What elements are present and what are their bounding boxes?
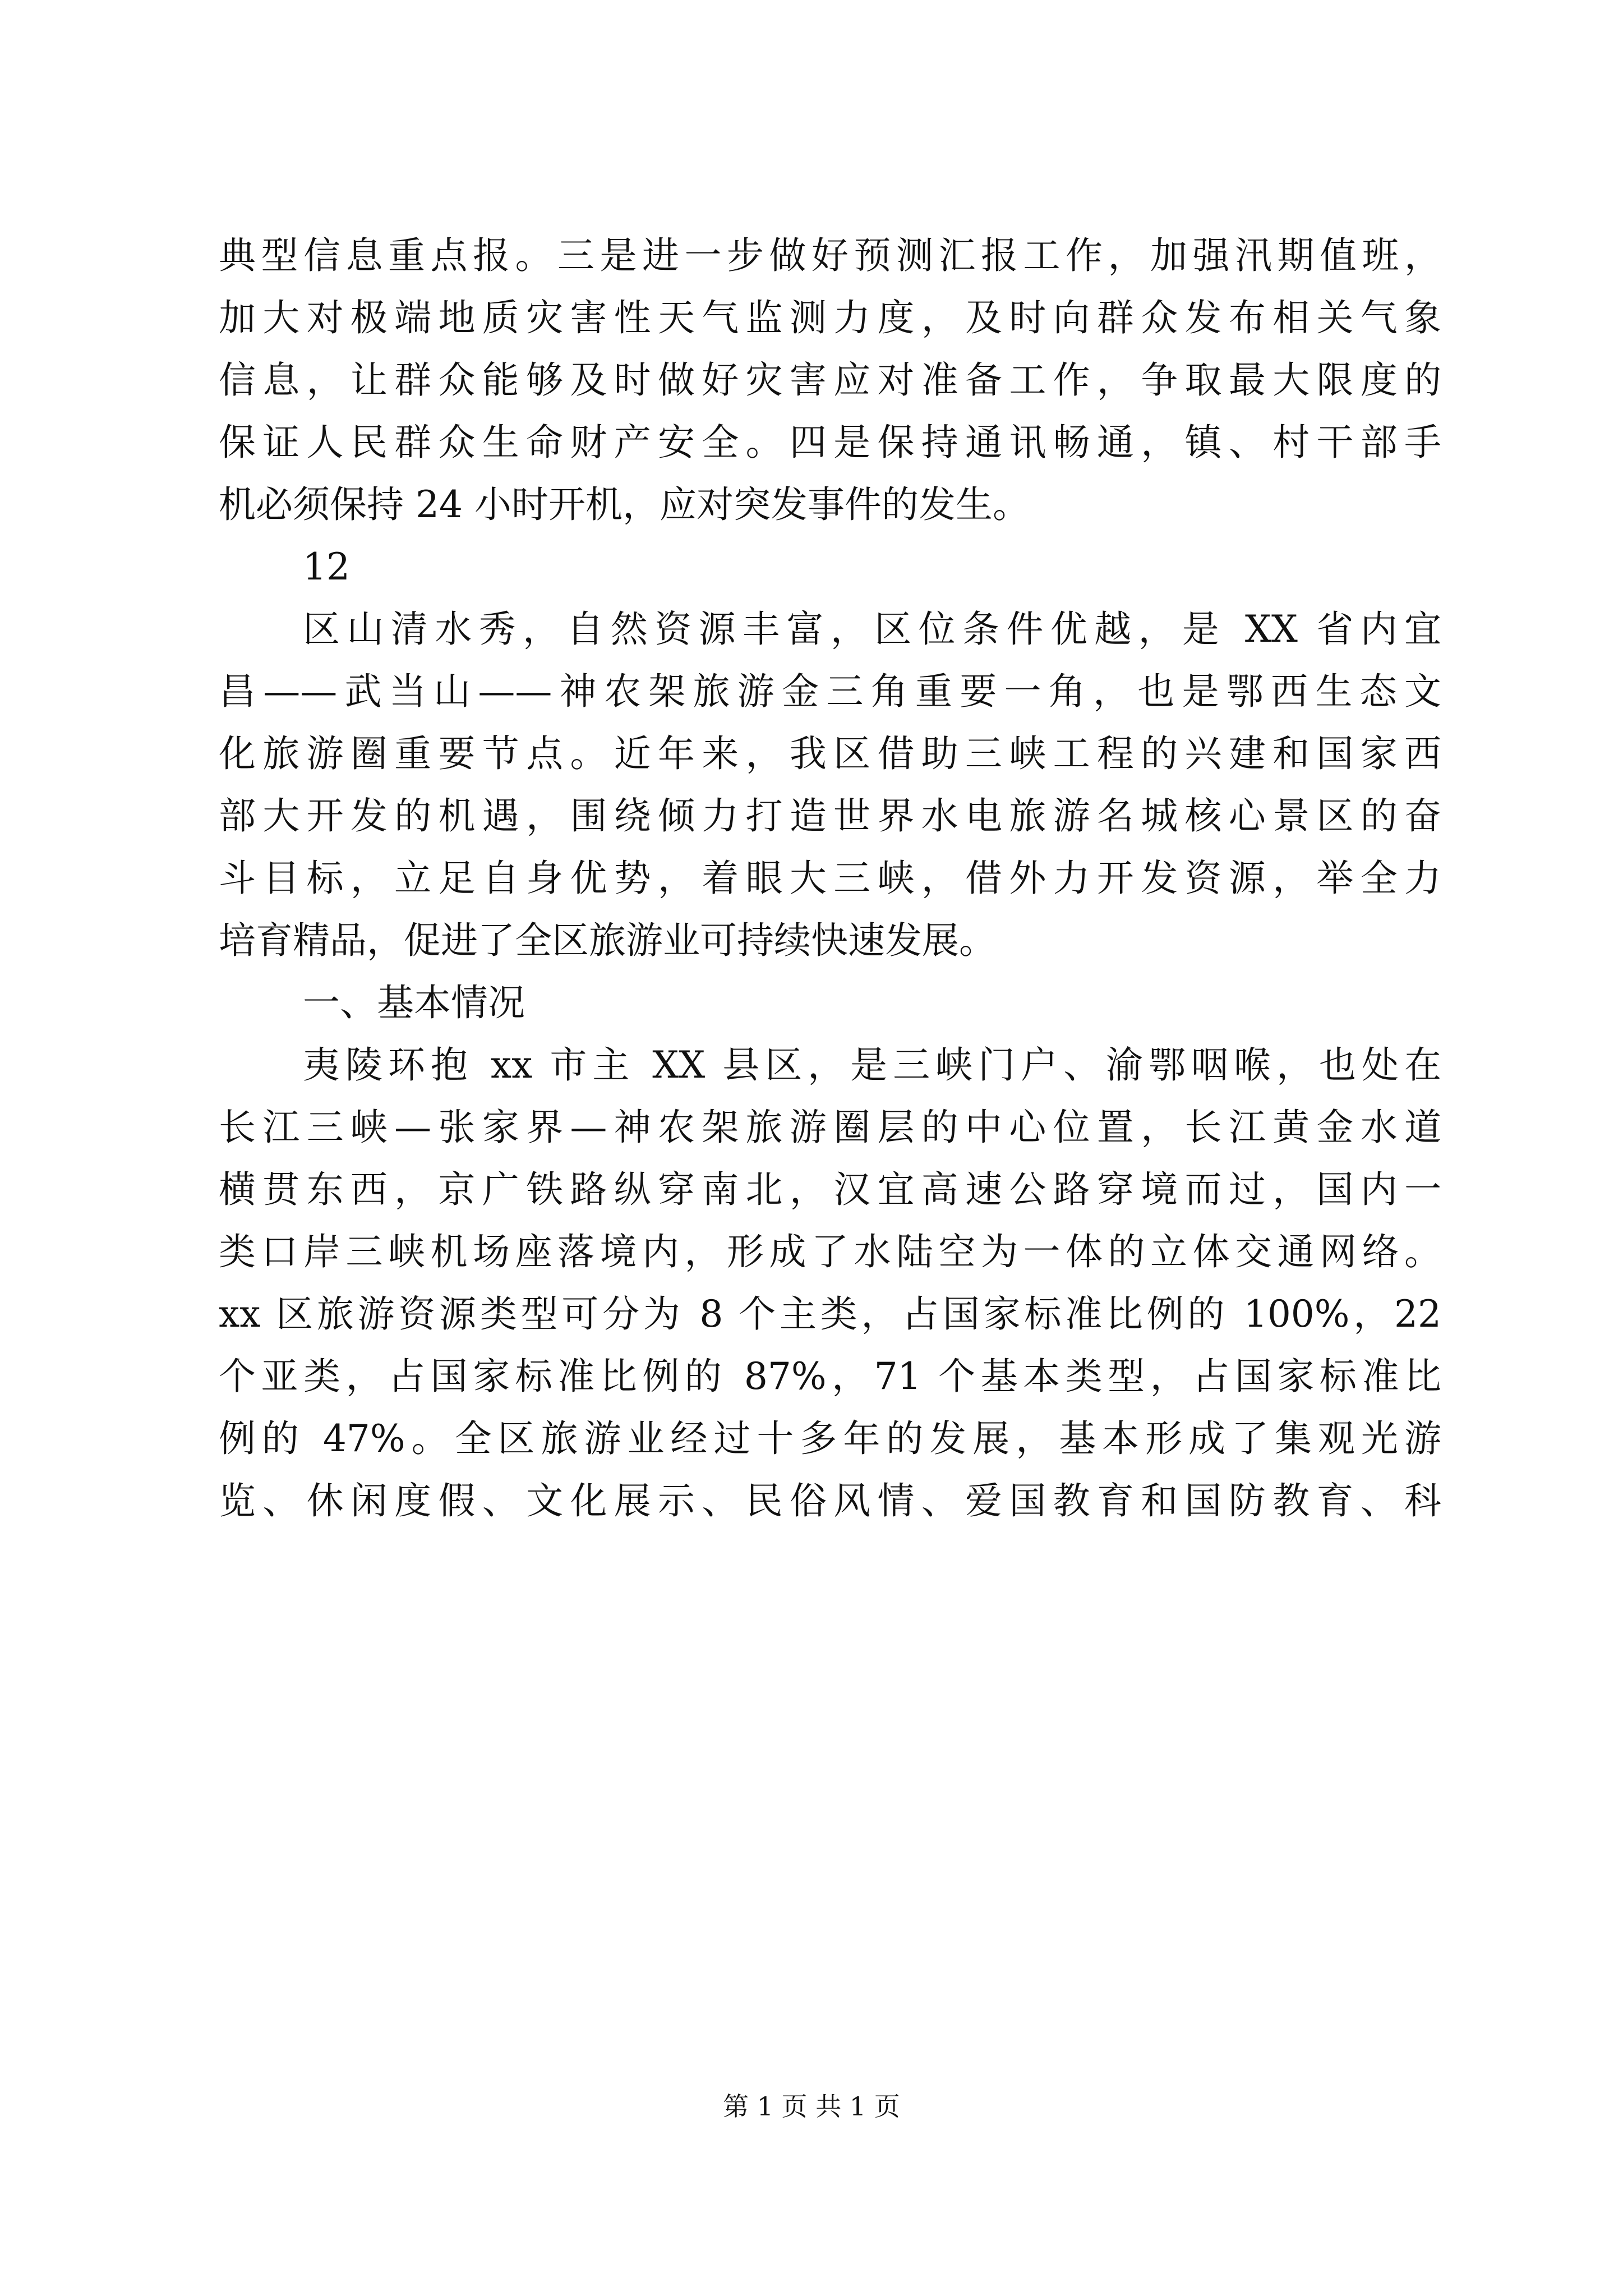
body-line: 斗目标，立足自身优势，着眼大三峡，借外力开发资源，举全力 bbox=[219, 857, 1441, 900]
body-line: 加大对极端地质灾害性天气监测力度，及时向群众发布相关气象 bbox=[219, 296, 1441, 339]
section-heading: 一、基本情况 bbox=[303, 981, 525, 1024]
body-line: 机必须保持 24 小时开机，应对突发事件的发生。 bbox=[219, 483, 1030, 526]
body-line: 横贯东西，京广铁路纵穿南北，汉宜高速公路穿境而过，国内一 bbox=[219, 1168, 1441, 1211]
body-line: 类口岸三峡机场座落境内，形成了水陆空为一体的立体交通网络。 bbox=[219, 1230, 1441, 1273]
body-line: 个亚类，占国家标准比例的 87%，71 个基本类型，占国家标准比 bbox=[219, 1355, 1441, 1398]
body-line: 典型信息重点报。三是进一步做好预测汇报工作，加强汛期值班， bbox=[219, 234, 1441, 277]
body-line: 保证人民群众生命财产安全。四是保持通讯畅通，镇、村干部手 bbox=[219, 421, 1441, 464]
body-line: 览、休闲度假、文化展示、民俗风情、爱国教育和国防教育、科 bbox=[219, 1479, 1441, 1522]
body-line: 培育精品，促进了全区旅游业可持续快速发展。 bbox=[219, 919, 996, 962]
paragraph-first-line: 区山清水秀，自然资源丰富，区位条件优越，是 XX 省内宜 bbox=[303, 608, 1441, 651]
body-line: 例的 47%。全区旅游业经过十多年的发展，基本形成了集观光游 bbox=[219, 1417, 1441, 1460]
document-body bbox=[219, 224, 1441, 1532]
page-footer: 第 1 页 共 1 页 bbox=[723, 2091, 900, 2122]
body-line: 化旅游圈重要节点。近年来，我区借助三峡工程的兴建和国家西 bbox=[219, 732, 1441, 775]
body-line: 部大开发的机遇，围绕倾力打造世界水电旅游名城核心景区的奋 bbox=[219, 794, 1441, 838]
paragraph-first-line: 夷陵环抱 xx 市主 XX 县区，是三峡门户、渝鄂咽喉，也处在 bbox=[303, 1043, 1441, 1087]
body-line: 信息，让群众能够及时做好灾害应对准备工作，争取最大限度的 bbox=[219, 358, 1441, 402]
body-line: xx 区旅游资源类型可分为 8 个主类，占国家标准比例的 100%，22 bbox=[219, 1292, 1441, 1336]
body-line: 昌——武当山——神农架旅游金三角重要一角，也是鄂西生态文 bbox=[219, 670, 1441, 713]
body-line: 长江三峡—张家界—神农架旅游圈层的中心位置，长江黄金水道 bbox=[219, 1106, 1441, 1149]
section-number: 12 bbox=[303, 545, 350, 588]
